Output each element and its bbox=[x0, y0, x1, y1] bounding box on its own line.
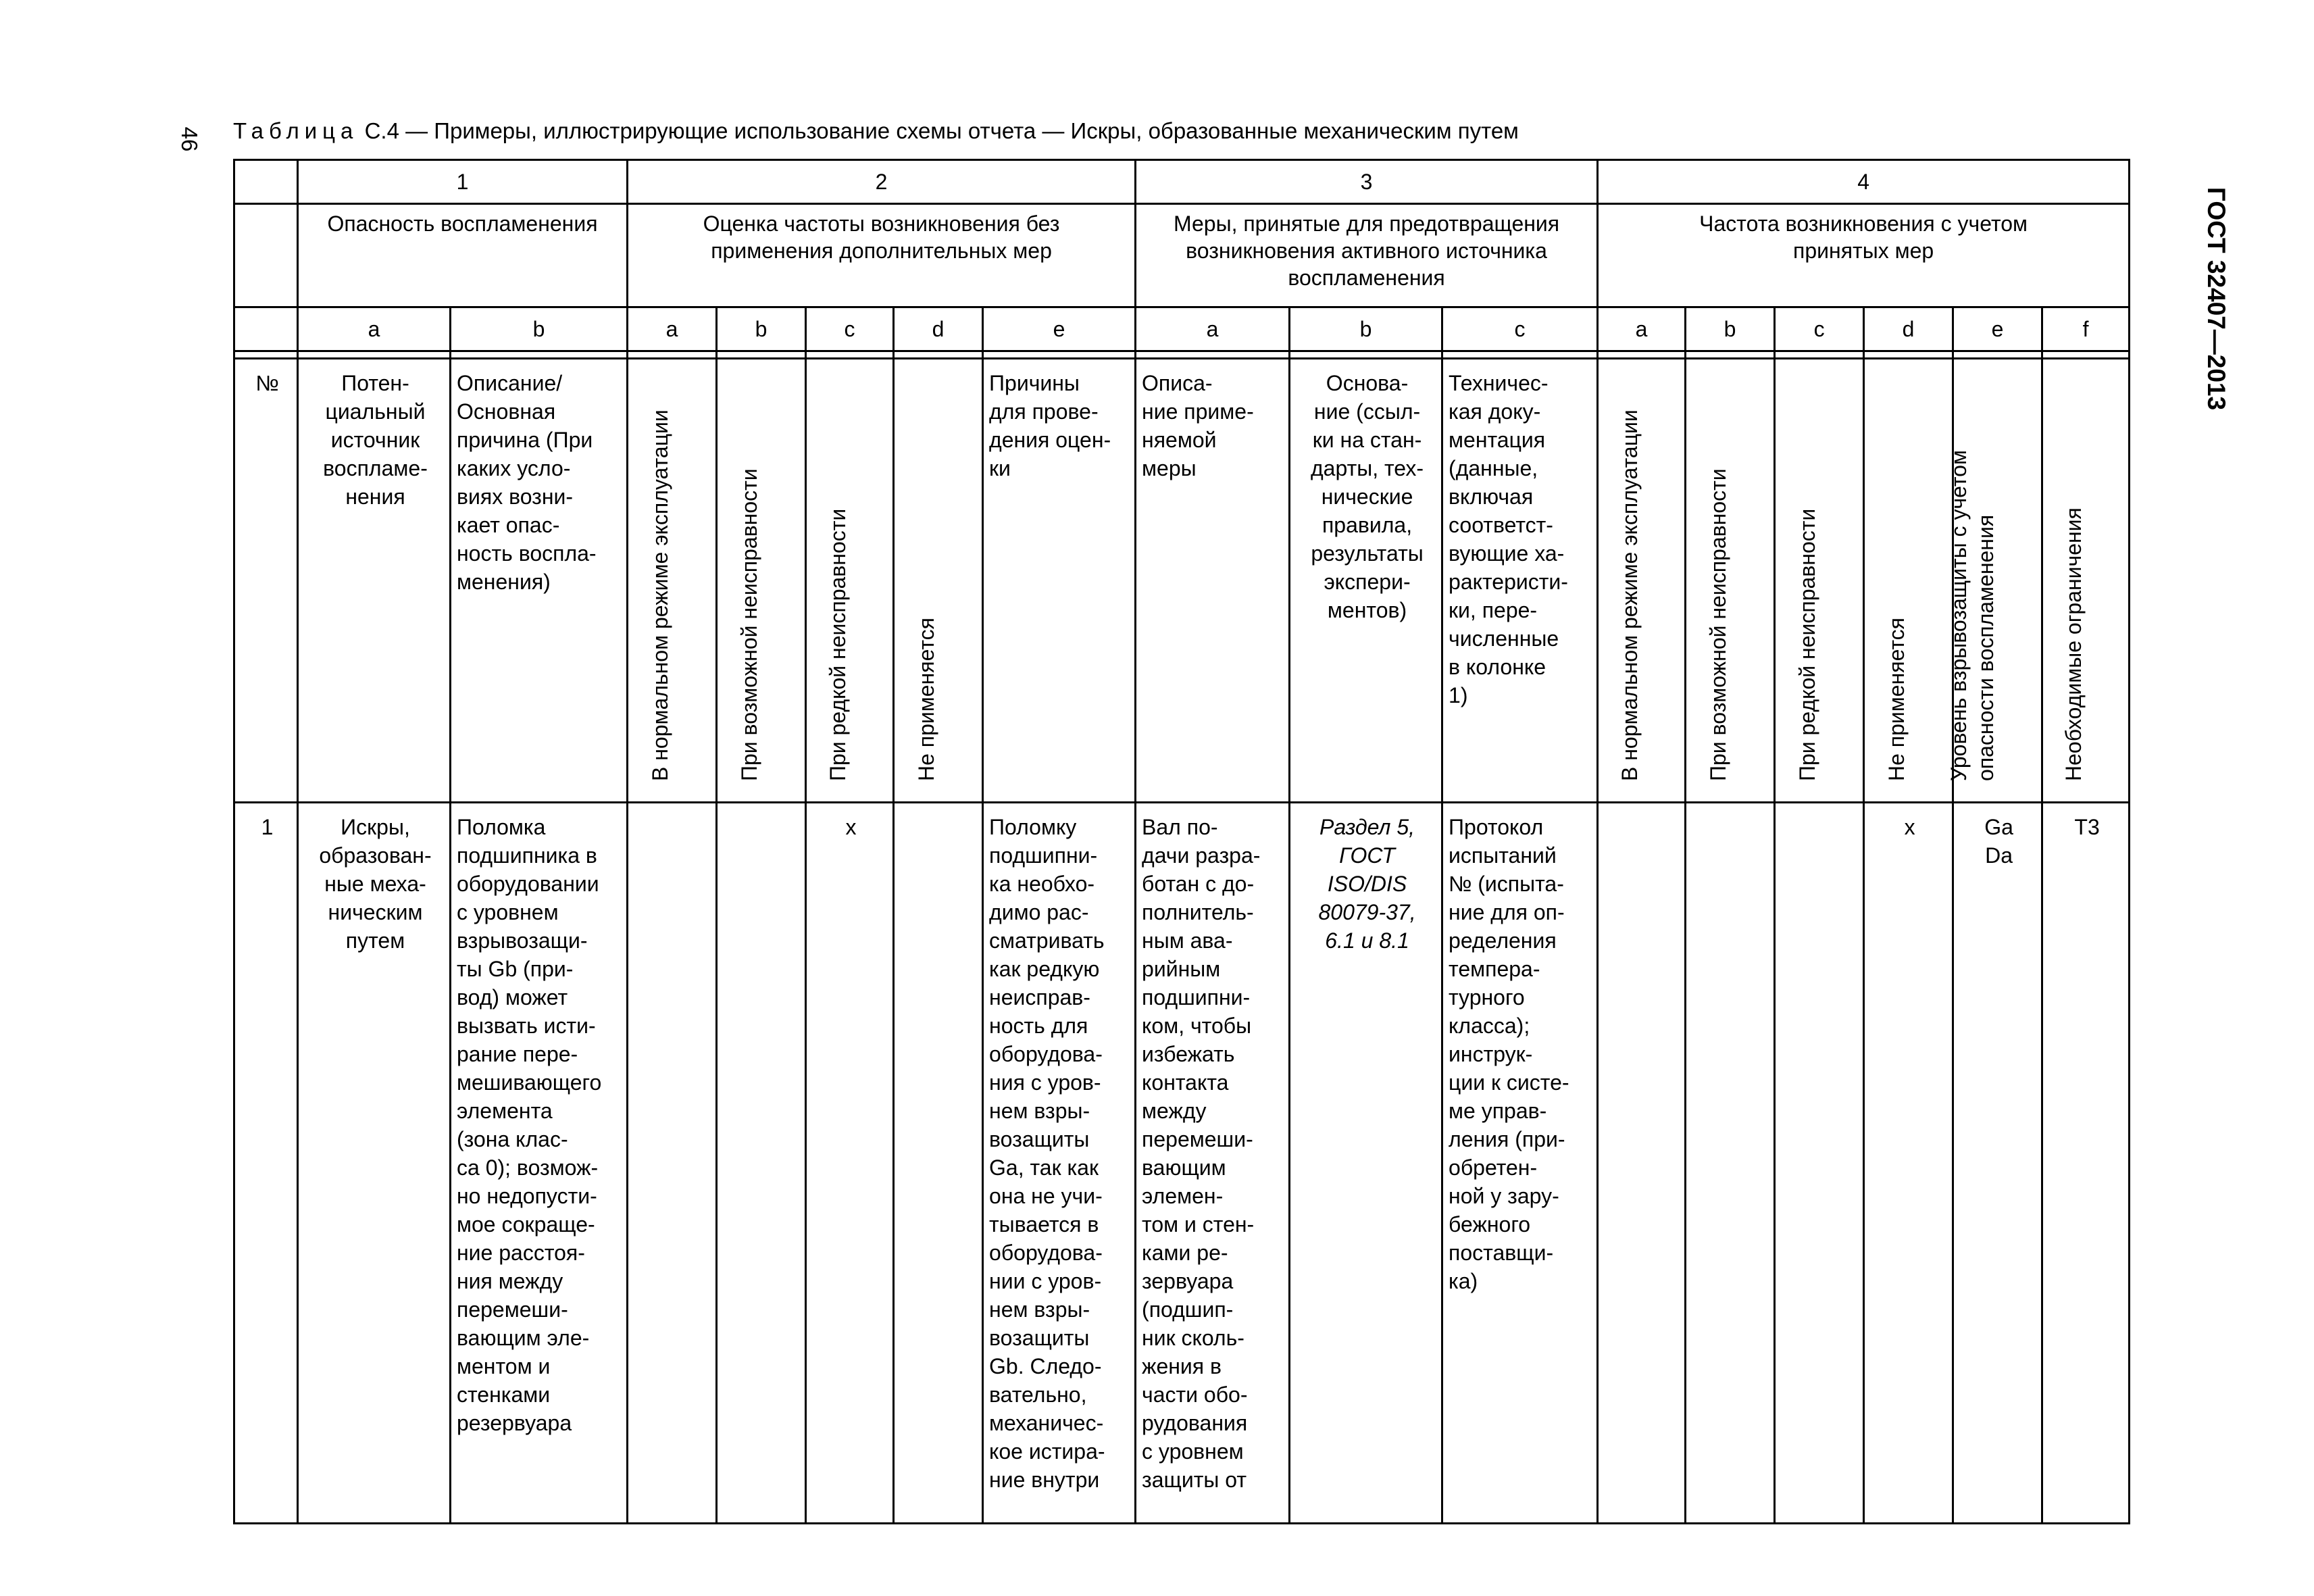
empty-cell bbox=[894, 803, 983, 1524]
basis-title: Основа- ние (ссыл- ки на стан- дарты, тех- нические правила, результаты экспери- ментов) bbox=[1290, 359, 1442, 803]
normal-mode-title-2: В нормальном режиме эксплуатации bbox=[1617, 409, 1642, 781]
technical-docs-title: Техничес- кая доку- ментация (данные, включая соответст- вующие ха- рактеристи- ки, пере- численные в колонке 1) bbox=[1442, 359, 1598, 803]
letter-cell: e bbox=[1953, 307, 2042, 351]
vertical-title-cell bbox=[1775, 359, 1864, 803]
caption-prefix: Таблица bbox=[233, 118, 359, 143]
group-number-4: 4 bbox=[1598, 160, 2130, 204]
letter-cell: c bbox=[806, 307, 894, 351]
restrictions-title: Необходимые ограничения bbox=[2061, 507, 2086, 781]
letter-cell: c bbox=[1442, 307, 1598, 351]
possible-fault-title: При возможной неисправности bbox=[736, 468, 761, 781]
table-row bbox=[234, 803, 2130, 1524]
letter-cell: c bbox=[1775, 307, 1864, 351]
group-title-1: Опасность воспламенения bbox=[298, 204, 628, 307]
not-applicable-mark: x bbox=[1864, 803, 1953, 1524]
description-title: Описание/ Основная причина (При каких усло- виях возни- кает опас- ность воспла- менения) bbox=[451, 359, 628, 803]
ignition-source-cell: Искры, образован- ные меха- ническим путем bbox=[298, 803, 451, 1524]
number-title: № bbox=[234, 359, 298, 803]
vertical-title-cell bbox=[1946, 359, 2042, 803]
group-title-4: Частота возникновения с учетом принятых мер bbox=[1598, 204, 2130, 307]
letter-cell: e bbox=[983, 307, 1136, 351]
group-number-3: 3 bbox=[1136, 160, 1598, 204]
blank-cell bbox=[234, 160, 298, 204]
page-number: 46 bbox=[177, 126, 202, 152]
empty-cell bbox=[1775, 803, 1864, 1524]
reasons-title: Причины для прове- дения оцен- ки bbox=[983, 359, 1136, 803]
description-cell: Поломка подшипника в оборудовании с уровнем взрывозащи- ты Gb (при- вод) может вызвать исти- рание пере- мешивающего элемента (зона клас- са 0); возмож- но недопусти- мое сокраще- ние расстоя- ния между перемеши- вающим эле- ментом и стенками резервуара bbox=[451, 803, 628, 1524]
letter-cell: b bbox=[1686, 307, 1775, 351]
not-applicable-title: Не применяется bbox=[913, 618, 938, 781]
group-title-row bbox=[234, 204, 2130, 307]
empty-cell bbox=[717, 803, 806, 1524]
letter-cell: b bbox=[717, 307, 806, 351]
basis-cell: Раздел 5, ГОСТ ISO/DIS 80079-37, 6.1 и 8.1 bbox=[1290, 803, 1442, 1524]
rare-fault-title-2: При редкой неисправности bbox=[1794, 508, 1819, 781]
vertical-title-cell bbox=[717, 359, 806, 803]
technical-docs-cell: Протокол испытаний № (испыта- ние для оп- ределения темпера- турного класса); инструк- ции к систе- ме управ- ления (при- обретен- ной у зару- бежного поставщи- ка) bbox=[1442, 803, 1598, 1524]
group-number-2: 2 bbox=[628, 160, 1136, 204]
empty-cell bbox=[1686, 803, 1775, 1524]
report-table bbox=[233, 159, 2130, 1524]
letter-cell: a bbox=[628, 307, 717, 351]
blank-cell bbox=[234, 307, 298, 351]
letter-cell: d bbox=[894, 307, 983, 351]
row-number: 1 bbox=[234, 803, 298, 1524]
letter-cell: a bbox=[1136, 307, 1290, 351]
group-title-3: Меры, принятые для предотвращения возникновения активного источника воспламенения bbox=[1136, 204, 1598, 307]
source-title: Потен- циальный источник воспламе- нения bbox=[298, 359, 451, 803]
vertical-title-cell bbox=[1598, 359, 1686, 803]
empty-cell bbox=[628, 803, 717, 1524]
letter-cell: a bbox=[298, 307, 451, 351]
table-caption bbox=[233, 116, 1519, 146]
group-number-1: 1 bbox=[298, 160, 628, 204]
normal-mode-title: В нормальном режиме эксплуатации bbox=[647, 409, 672, 781]
letter-cell: b bbox=[451, 307, 628, 351]
reasons-cell: Поломку подшипни- ка необхо- димо рас- сматривать как редкую неисправ- ность для оборудова- ния с уров- нем взры- возащиты Ga, так как она не учи- тывается в оборудова- нии с уров- нем взры- возащиты Gb. Следо- вательно, механичес- кое истира- ние внутри bbox=[983, 803, 1136, 1524]
gap-row bbox=[234, 351, 2130, 359]
protection-level-title: Уровень взрывозащиты с учетом опасности воспламенения bbox=[1946, 450, 1998, 781]
column-title-row bbox=[234, 359, 2130, 803]
group-number-row bbox=[234, 160, 2130, 204]
vertical-title-cell bbox=[628, 359, 717, 803]
vertical-title-cell bbox=[806, 359, 894, 803]
vertical-title-cell bbox=[1686, 359, 1775, 803]
measure-cell: Вал по- дачи разра- ботан с до- полнитель- ным ава- рийным подшипни- ком, чтобы избежать контакта между перемеши- вающим элемен- том и стен- ками ре- зервуара (подшип- ник сколь- жения в части обо- рудования с уровнем защиты от bbox=[1136, 803, 1290, 1524]
not-applicable-title-2: Не применяется bbox=[1884, 618, 1909, 781]
letter-cell: d bbox=[1864, 307, 1953, 351]
protection-level-cell: Ga Da bbox=[1953, 803, 2042, 1524]
restrictions-cell: T3 bbox=[2042, 803, 2130, 1524]
empty-cell bbox=[1598, 803, 1686, 1524]
blank-cell bbox=[234, 204, 298, 307]
rare-fault-mark: x bbox=[806, 803, 894, 1524]
vertical-title-cell bbox=[1864, 359, 1953, 803]
possible-fault-title-2: При возможной неисправности bbox=[1705, 468, 1730, 781]
standard-number: ГОСТ 32407—2013 bbox=[2203, 186, 2230, 411]
letter-cell: b bbox=[1290, 307, 1442, 351]
letter-row bbox=[234, 307, 2130, 351]
vertical-title-cell bbox=[894, 359, 983, 803]
vertical-title-cell bbox=[2042, 359, 2130, 803]
group-title-2: Оценка частоты возникновения без применения дополнительных мер bbox=[628, 204, 1136, 307]
letter-cell: f bbox=[2042, 307, 2130, 351]
letter-cell: a bbox=[1598, 307, 1686, 351]
rare-fault-title: При редкой неисправности bbox=[825, 508, 850, 781]
measure-description-title: Описа- ние приме- няемой меры bbox=[1136, 359, 1290, 803]
caption-text: С.4 — Примеры, иллюстрирующие использование схемы отчета — Искры, образованные механическим путем bbox=[364, 118, 1519, 143]
